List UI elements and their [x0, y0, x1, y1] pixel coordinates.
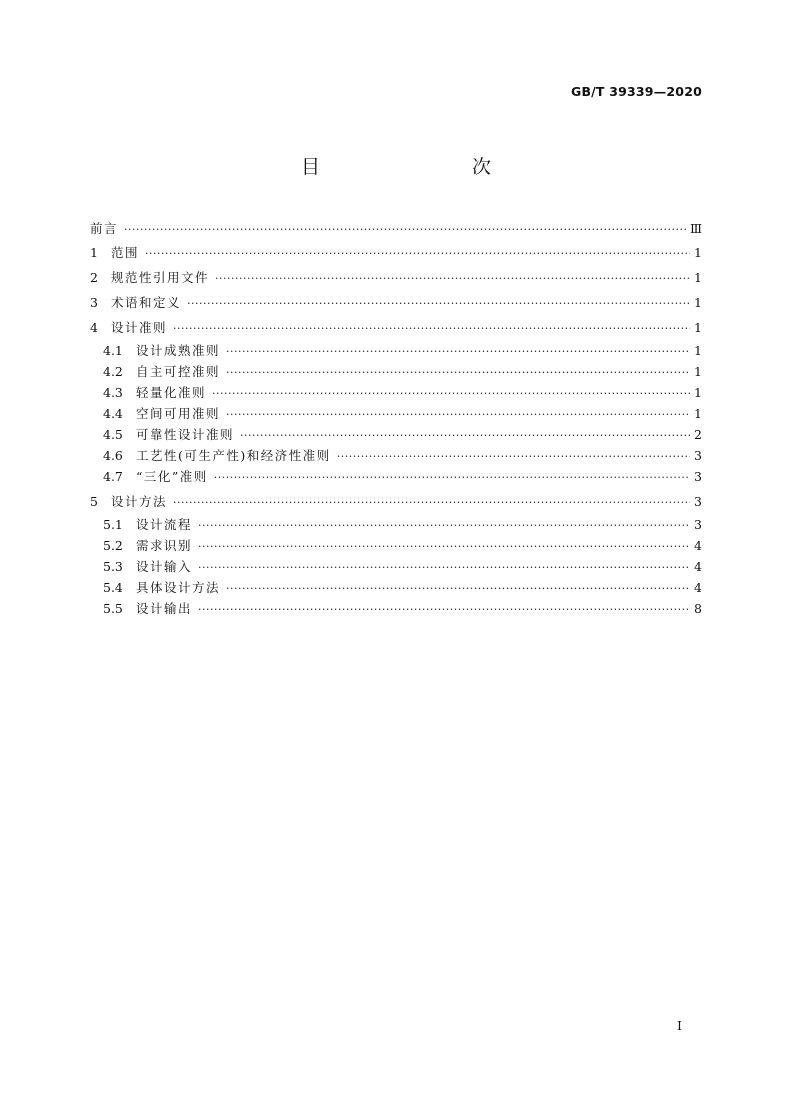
toc-subentry[interactable] [90, 466, 702, 487]
toc-entry-label: 自主可控准则 [136, 364, 221, 379]
toc-entry-page: 3 [694, 448, 702, 463]
toc-leader-dots [226, 362, 690, 383]
toc-entry-page: 1 [694, 364, 702, 379]
toc-entry-label: 设计准则 [111, 320, 168, 335]
toc-entry-number: 5.4 [103, 580, 123, 595]
table-of-contents [90, 216, 702, 619]
toc-leader-dots [198, 557, 690, 578]
toc-subentry[interactable] [90, 424, 702, 445]
toc-entry-label: 设计输出 [136, 601, 193, 616]
toc-entry-label: 具体设计方法 [136, 580, 221, 595]
toc-entry-page: 8 [694, 601, 702, 616]
toc-entry[interactable] [90, 315, 702, 340]
toc-entry-label: 空间可用准则 [136, 406, 221, 421]
toc-entry-page: 3 [694, 494, 702, 509]
toc-entry-label: 设计成熟准则 [136, 343, 221, 358]
toc-entry-page: 1 [694, 320, 702, 335]
toc-leader-dots [337, 446, 690, 467]
toc-subentry[interactable] [90, 535, 702, 556]
toc-title: 目 次 [300, 156, 529, 178]
toc-entry-label: “三化”准则 [136, 469, 208, 484]
toc-leader-dots [226, 404, 690, 425]
toc-leader-dots [124, 217, 686, 242]
toc-entry[interactable] [90, 216, 702, 240]
toc-entry[interactable] [90, 290, 702, 315]
toc-entry-page: 4 [694, 559, 702, 574]
toc-entry-page: 3 [694, 517, 702, 532]
toc-entry[interactable] [90, 240, 702, 265]
toc-entry-number: 4.6 [103, 448, 123, 463]
toc-entry-number: 5.1 [103, 517, 123, 532]
toc-entry-number: 4.7 [103, 469, 123, 484]
toc-leader-dots [214, 467, 690, 488]
toc-entry-page: 1 [694, 245, 702, 260]
standard-code: GB/T 39339—2020 [570, 84, 702, 99]
toc-entry-page: 4 [694, 538, 702, 553]
toc-entry-page: 3 [694, 469, 702, 484]
toc-leader-dots [173, 316, 690, 341]
toc-leader-dots [145, 241, 690, 266]
toc-subentry[interactable] [90, 361, 702, 382]
toc-leader-dots [187, 291, 690, 316]
toc-entry-number: 4.1 [103, 343, 123, 358]
toc-entry-page: 1 [694, 343, 702, 358]
toc-entry-label: 设计输入 [136, 559, 193, 574]
toc-leader-dots [198, 599, 690, 620]
toc-subentry[interactable] [90, 382, 702, 403]
toc-entry-number: 4.4 [103, 406, 123, 421]
toc-entry[interactable] [90, 265, 702, 290]
toc-entry-number: 4.3 [103, 385, 123, 400]
toc-entry-page: 1 [694, 295, 702, 310]
toc-subentry[interactable] [90, 340, 702, 361]
toc-entry-label: 前言 [90, 221, 119, 236]
toc-entry-number: 3 [90, 295, 98, 310]
toc-entry-page: 4 [694, 580, 702, 595]
toc-entry-number: 5 [90, 494, 98, 509]
toc-entry-label: 设计方法 [111, 494, 168, 509]
toc-entry-number: 4.5 [103, 427, 123, 442]
toc-entry-page: 1 [694, 406, 702, 421]
toc-entry-label: 需求识别 [136, 538, 193, 553]
toc-leader-dots [226, 341, 690, 362]
toc-leader-dots [198, 515, 690, 536]
toc-entry-label: 范围 [111, 245, 140, 260]
toc-entry-number: 5.3 [103, 559, 123, 574]
toc-entry-label: 设计流程 [136, 517, 193, 532]
toc-entry-page: 2 [694, 427, 702, 442]
toc-leader-dots [240, 425, 690, 446]
toc-subentry[interactable] [90, 556, 702, 577]
toc-subentry[interactable] [90, 514, 702, 535]
toc-leader-dots [226, 578, 690, 599]
toc-subentry[interactable] [90, 598, 702, 619]
toc-entry-number: 4 [90, 320, 98, 335]
toc-entry-page: 1 [694, 270, 702, 285]
toc-entry-number: 5.5 [103, 601, 123, 616]
toc-entry-number: 1 [90, 245, 98, 260]
toc-entry[interactable] [90, 489, 702, 514]
toc-entry-page: 1 [694, 385, 702, 400]
toc-leader-dots [173, 490, 690, 515]
toc-entry-page: Ⅲ [689, 221, 702, 236]
toc-entry-label: 规范性引用文件 [111, 270, 210, 285]
toc-entry-label: 可靠性设计准则 [136, 427, 235, 442]
toc-entry-number: 5.2 [103, 538, 123, 553]
toc-entry-label: 术语和定义 [111, 295, 182, 310]
toc-leader-dots [198, 536, 690, 557]
page-folio: Ⅰ [677, 1018, 682, 1033]
toc-entry-number: 4.2 [103, 364, 123, 379]
toc-entry-label: 工艺性(可生产性)和经济性准则 [136, 448, 331, 463]
toc-leader-dots [212, 383, 690, 404]
toc-leader-dots [215, 266, 690, 291]
toc-subentry[interactable] [90, 403, 702, 424]
toc-subentry[interactable] [90, 577, 702, 598]
toc-subentry[interactable] [90, 445, 702, 466]
toc-entry-number: 2 [90, 270, 98, 285]
toc-entry-label: 轻量化准则 [136, 385, 207, 400]
